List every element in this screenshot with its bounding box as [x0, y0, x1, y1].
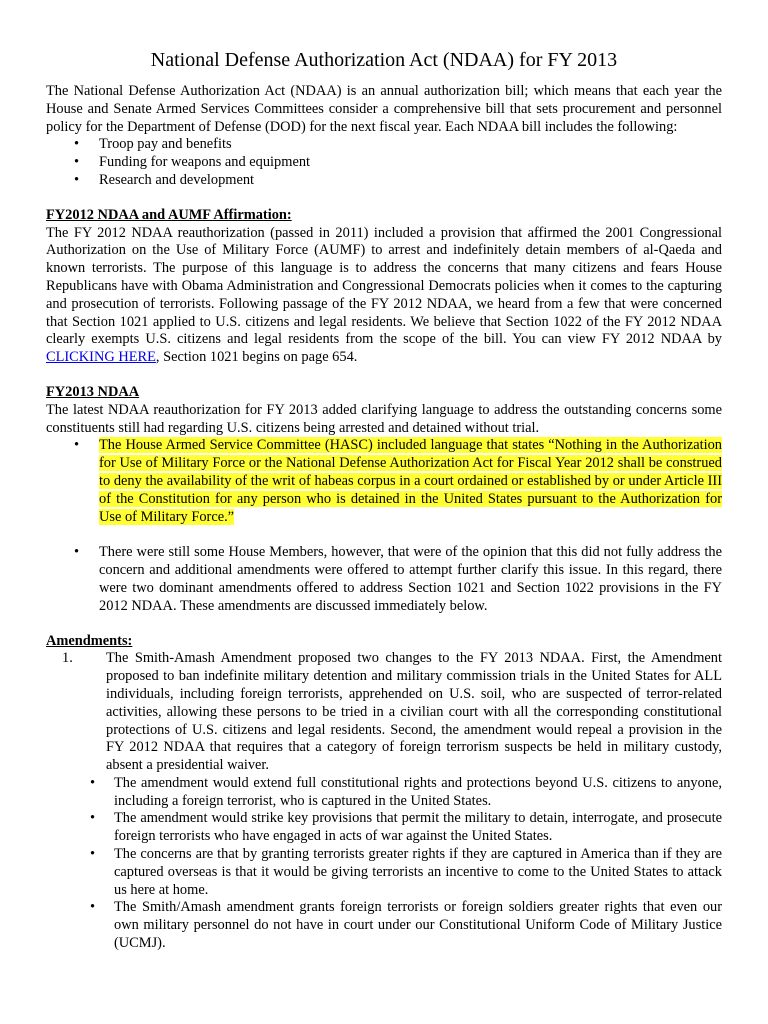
list-item: • There were still some House Members, however, that were of the opinion that this did not fully address the concern and additional amendments were offered to attempt further clarify this issue. In this regard, there were two dominant amendments offered to address Section 1021 and Section 1022 provisions in the FY 2012 NDAA. These amendments are discussed immediately below.: [74, 544, 722, 614]
list-item: • The amendment would extend full constitutional rights and protections beyond U.S. citizens to anyone, including a foreign terrorist, who is captured in the United States.: [90, 774, 722, 809]
list-item: • The concerns are that by granting terrorists greater rights if they are captured in America than if they are captured overseas is that it would be giving terrorists an incentive to come to the United States to attack us here at home.: [90, 846, 722, 898]
list-item: • Funding for weapons and equipment: [74, 154, 311, 171]
fy2013-paragraph: The latest NDAA reauthorization for FY 2013 added clarifying language to address the outstanding concerns some constituents still had regarding U.S. citizens being arrested and detained without trial.: [46, 401, 722, 436]
list-number: 1.: [62, 650, 73, 667]
bullet-icon: •: [90, 846, 96, 863]
fy2013-bullet-list: [46, 437, 722, 615]
bullet-icon: •: [74, 136, 80, 153]
bullet-icon: •: [90, 899, 96, 916]
list-item: • The amendment would strike key provisions that permit the military to detain, interrogate, and prosecute foreign terrorists who have engaged in acts of war against the United States.: [90, 810, 722, 845]
list-spacer: [46, 526, 722, 544]
intro-bullet-list: [46, 136, 722, 189]
amendment-bullet-list: [46, 775, 722, 953]
list-item: • Research and development: [74, 171, 255, 188]
bullet-icon: •: [90, 810, 96, 827]
intro-paragraph: The National Defense Authorization Act (NDAA) is an annual authorization bill; which means that each year the House and Senate Armed Services Committees consider a comprehensive bill that sets procurement and personnel policy for the Department of Defense (DOD) for the next fiscal year. Each NDAA bill includes the following:: [46, 83, 722, 135]
section-heading-fy2012: FY2012 NDAA and AUMF Affirmation:: [46, 206, 292, 223]
document-title: National Defense Authorization Act (NDAA) for FY 2013: [150, 49, 618, 71]
section-heading-amendments: Amendments:: [46, 632, 133, 649]
bullet-icon: •: [74, 437, 80, 454]
highlighted-quote: The House Armed Service Committee (HASC) included language that states “Nothing in the Authorization for Use of Military Force or the National Defense Authorization Act for Fiscal Year 2012 shall be construed to deny the availability of the writ of habeas corpus in a court ordained or established by or under Article III of the Constitution for any person who is detained in the United States pursuant to the Authorization for Use of Military Force.”: [99, 437, 722, 525]
bullet-icon: •: [74, 544, 80, 561]
section-heading-fy2013: FY2013 NDAA: [46, 383, 140, 400]
list-item: • Troop pay and benefits: [74, 136, 232, 153]
bullet-icon: •: [90, 774, 96, 791]
list-item: [46, 437, 722, 526]
fy2012-paragraph: The FY 2012 NDAA reauthorization (passed in 2011) included a provision that affirmed the 2001 Congressional Authorization on the Use of Military Force (AUMF) to arrest and indefinitely detain members of al-Qaeda and known terrorists. The purpose of this language is to address the concerns that many citizens and fears House Republicans have with Obama Administration and Congressional Democrats policies when it comes to the capturing and prosecution of terrorists. Following passage of the FY 2012 NDAA, we heard from a few that were concerned that Section 1021 applied to U.S. citizens and legal residents. We believe that Section 1022 of the FY 2012 NDAA clearly exempts U.S. citizens and legal residents from the scope of the bill. You can view FY 2012 NDAA by CLICKING HERE, Section 1021 begins on page 654.: [46, 224, 722, 366]
amendments-list: [46, 650, 722, 775]
bullet-icon: •: [74, 154, 80, 171]
bullet-icon: •: [74, 171, 80, 188]
list-item: • The Smith/Amash amendment grants foreign terrorists or foreign soldiers greater rights that even our own military personnel do not have in court under our Constitutional Uniform Code of Military Justice (UCMJ).: [90, 899, 722, 952]
clicking-here-link[interactable]: CLICKING HERE: [46, 349, 156, 366]
amendment-item: 1. The Smith-Amash Amendment proposed two changes to the FY 2013 NDAA. First, the Amendment proposed to ban indefinite military detention and military commission trials in the United States for ALL individuals, including foreign terrorists, apprehended on U.S. soil, who are suspected of terror-related activities, allowing these persons to be tried in a civilian court with all the corresponding constitutional protections of U.S. citizens and legal residents. Second, the amendment would repeal a provision in the FY 2012 NDAA that requires that a category of foreign terrorism suspects be held in military custody, absent a presidential waiver.: [62, 650, 722, 774]
